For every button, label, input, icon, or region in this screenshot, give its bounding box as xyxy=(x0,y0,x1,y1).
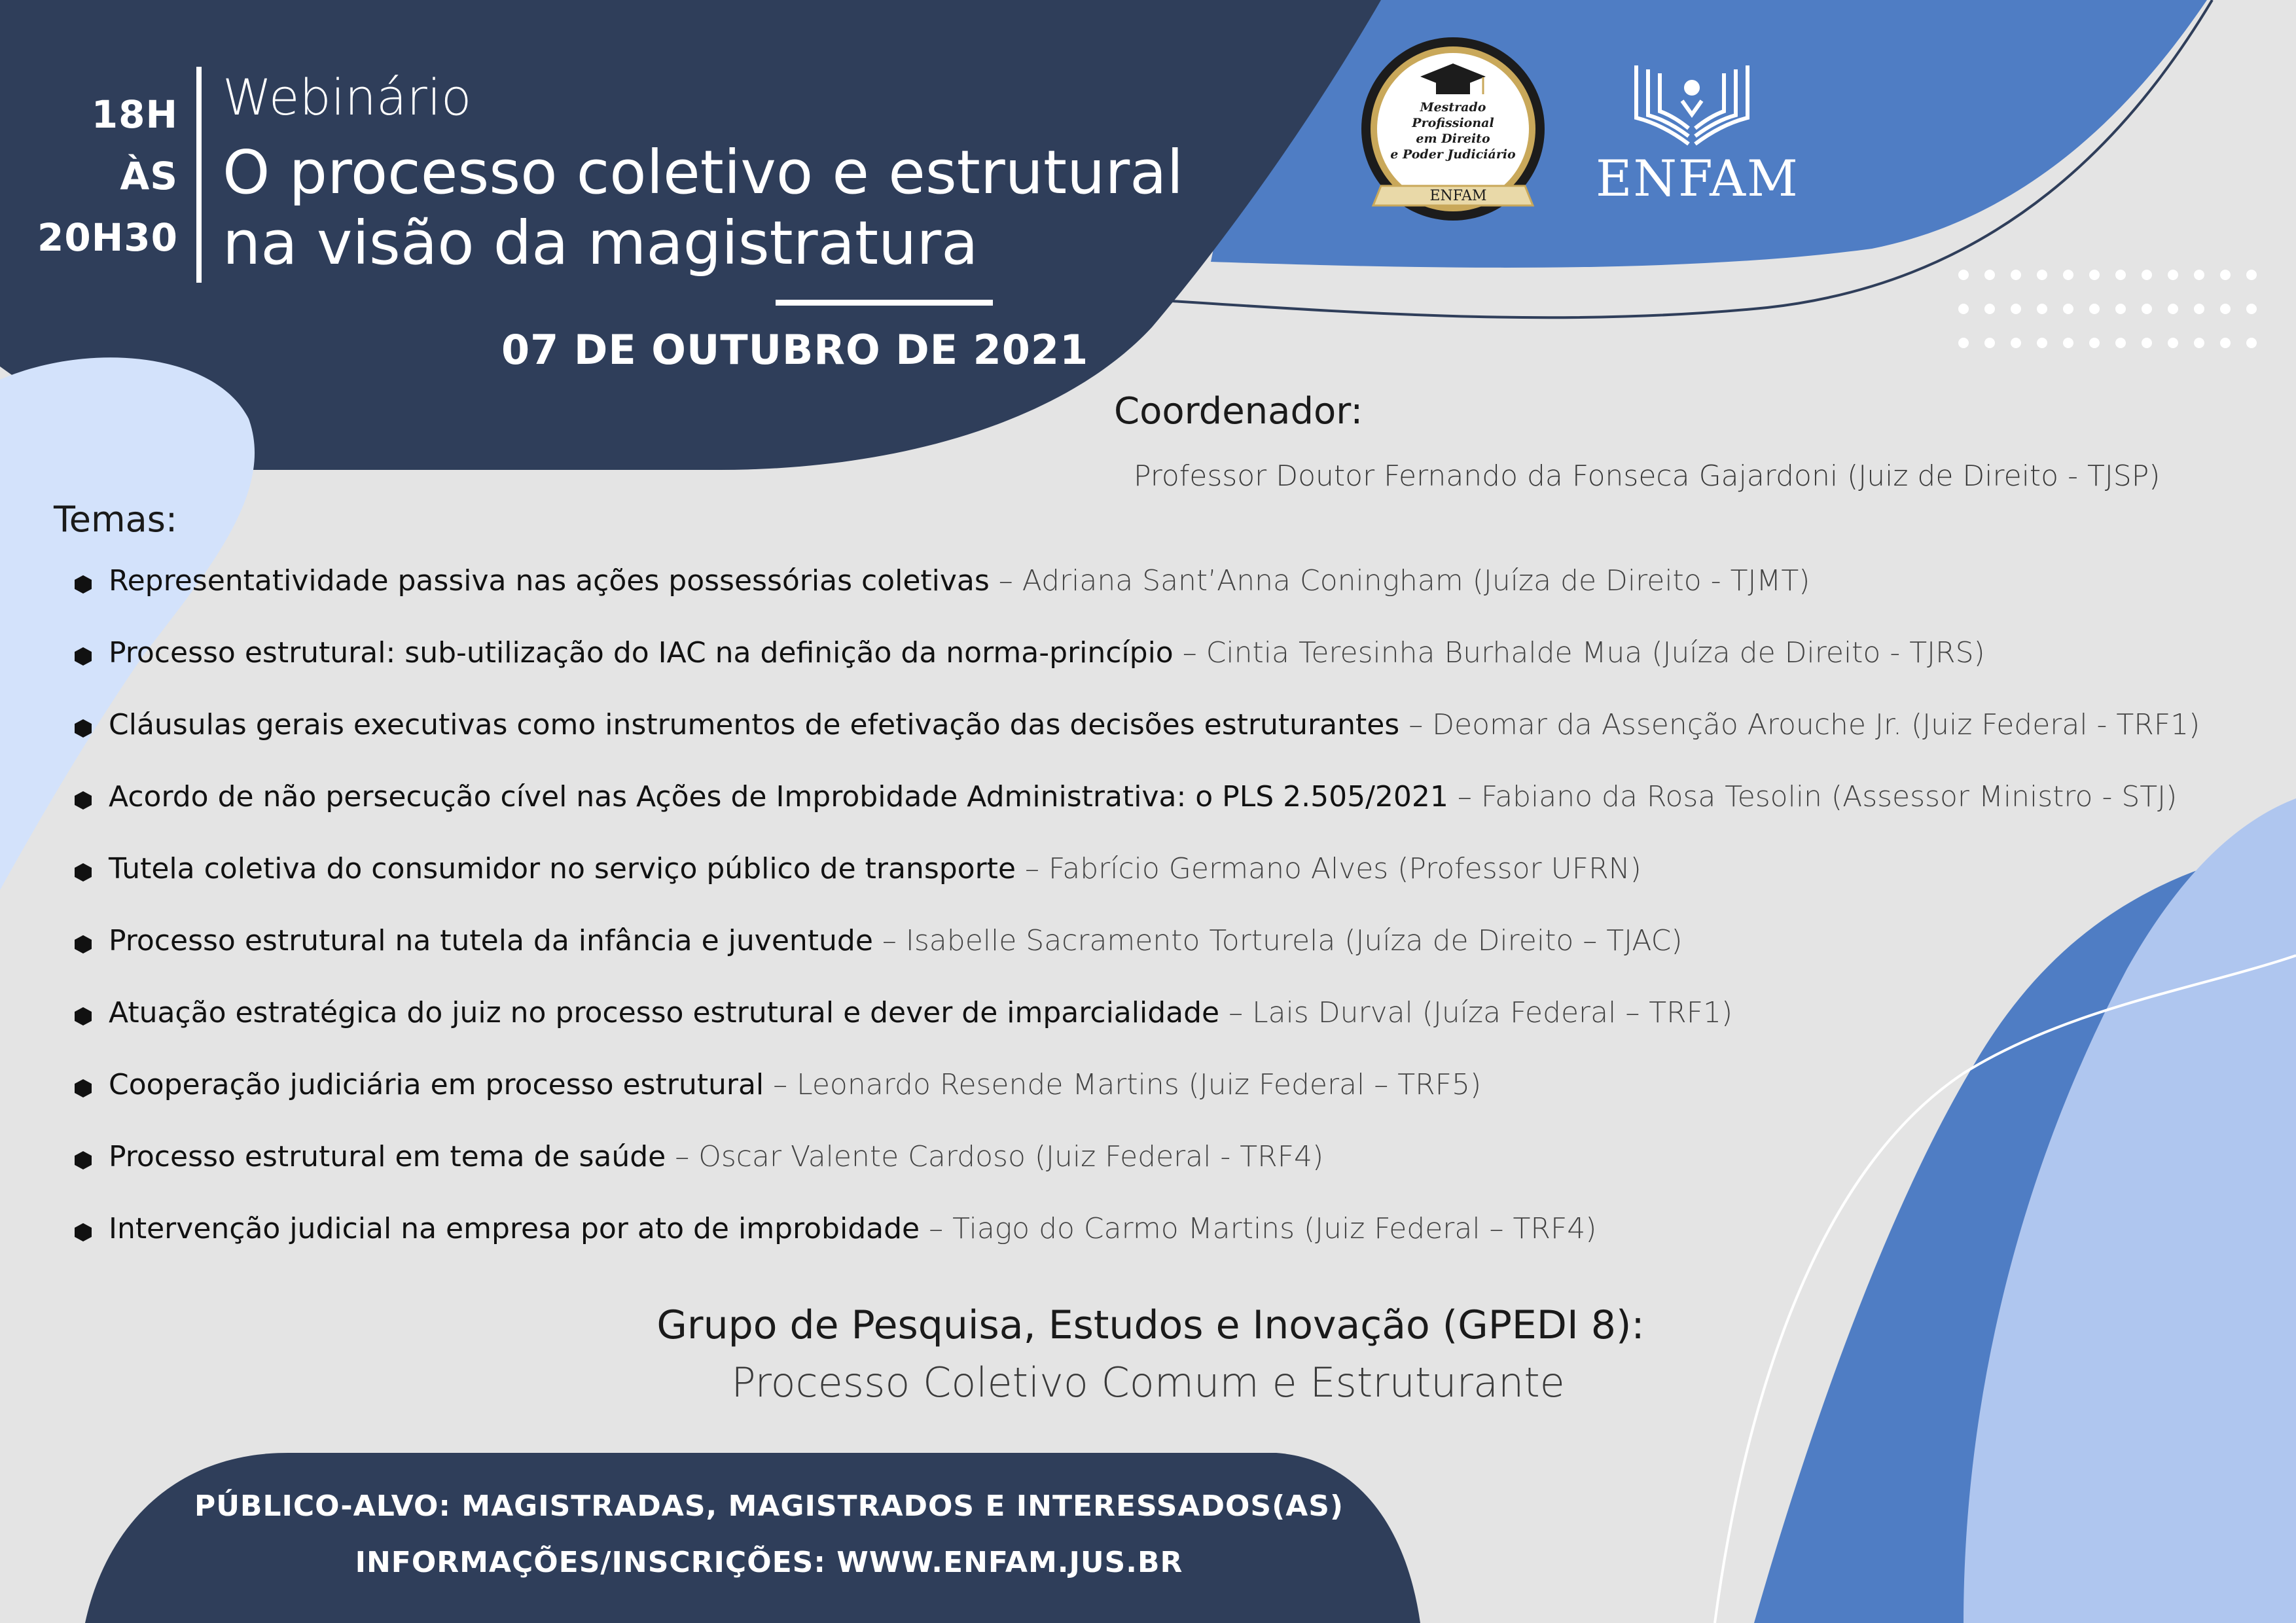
decorative-dot xyxy=(2089,270,2100,280)
tema-topic: Acordo de não persecução cível nas Ações de Improbidade Administrativa: o PLS 2.505/2021 xyxy=(109,780,1448,813)
bullet-icon xyxy=(73,1079,93,1098)
decorative-dot xyxy=(2168,338,2178,348)
bullet-icon xyxy=(73,575,93,594)
registration-info: INFORMAÇÕES/INSCRIÇÕES: WWW.ENFAM.JUS.BR xyxy=(355,1546,1183,1579)
seal-line-2: Profissional xyxy=(1412,116,1494,130)
decorative-dot xyxy=(1984,304,1995,314)
decorative-dot xyxy=(2168,304,2178,314)
grupo-subtitle: Processo Coletivo Comum e Estruturante xyxy=(731,1359,1565,1406)
bullet-icon xyxy=(73,1222,93,1242)
list-item xyxy=(73,633,1985,673)
target-audience: PÚBLICO-ALVO: MAGISTRADAS, MAGISTRADOS E INTERESSADOS(AS) xyxy=(194,1489,1344,1523)
tema-topic: Processo estrutural em tema de saúde xyxy=(109,1140,666,1173)
seal-ribbon-text: ENFAM xyxy=(1429,188,1487,204)
list-item xyxy=(73,705,2200,745)
decorative-dot xyxy=(2115,270,2126,280)
tema-author: – Lais Durval (Juíza Federal – TRF1) xyxy=(1219,996,1733,1029)
tema-topic: Atuação estratégica do juiz no processo estrutural e dever de imparcialidade xyxy=(109,996,1220,1029)
coordinator-name: Professor Doutor Fernando da Fonseca Gajardoni (Juiz de Direito - TJSP) xyxy=(1134,459,2161,493)
time-end: 20H30 xyxy=(37,215,178,260)
decorative-dot xyxy=(2011,270,2021,280)
time-block xyxy=(26,84,178,268)
decorative-dot xyxy=(2220,304,2231,314)
list-item xyxy=(73,562,1810,601)
bullet-icon xyxy=(73,935,93,954)
vertical-divider xyxy=(196,67,202,283)
tema-topic: Tutela coletiva do consumidor no serviço público de transporte xyxy=(109,852,1016,885)
mestrado-seal-logo xyxy=(1355,34,1551,230)
decorative-dot xyxy=(2037,270,2047,280)
seal-line-1: Mestrado xyxy=(1420,100,1486,115)
navy-footer-shape xyxy=(85,1453,1420,1623)
decorative-dot xyxy=(2194,338,2204,348)
seal-line-3: em Direito xyxy=(1416,132,1490,146)
bullet-icon xyxy=(73,1150,93,1170)
tema-author: – Isabelle Sacramento Torturela (Juíza de Direito – TJAC) xyxy=(872,924,1683,957)
page-title xyxy=(223,137,1204,279)
decorative-dot xyxy=(2089,304,2100,314)
decorative-dot xyxy=(2142,338,2152,348)
tema-author: – Fabiano da Rosa Tesolin (Assessor Ministro - STJ) xyxy=(1448,780,2178,813)
bullet-icon xyxy=(73,647,93,666)
decorative-dot xyxy=(2246,338,2257,348)
seal-line-4: e Poder Judiciário xyxy=(1390,147,1516,162)
decorative-dot xyxy=(1984,270,1995,280)
decorative-dot xyxy=(2011,338,2021,348)
decorative-dot xyxy=(2037,304,2047,314)
title-line-1: O processo coletivo e estrutural xyxy=(223,137,1184,207)
title-line-2: na visão da magistratura xyxy=(223,208,978,278)
tema-author: – Deomar da Assenção Arouche Jr. (Juiz Federal - TRF1) xyxy=(1399,708,2200,741)
tema-topic: Representatividade passiva nas ações possessórias coletivas xyxy=(109,564,990,597)
decorative-dot xyxy=(2220,270,2231,280)
decorative-dot xyxy=(2168,270,2178,280)
enfam-book-icon xyxy=(1597,52,1787,153)
decorative-dot xyxy=(2220,338,2231,348)
decorative-dot xyxy=(2246,270,2257,280)
bullet-icon xyxy=(73,719,93,738)
enfam-wordmark: ENFAM xyxy=(1596,149,1799,207)
list-item xyxy=(73,1209,1596,1249)
grupo-title: Grupo de Pesquisa, Estudos e Inovação (GPEDI 8): xyxy=(656,1302,1645,1348)
bullet-icon xyxy=(73,1007,93,1026)
tema-author: – Leonardo Resende Martins (Juiz Federal – TRF5) xyxy=(764,1068,1482,1101)
tema-author: – Cintia Teresinha Burhalde Mua (Juíza de Direito - TJRS) xyxy=(1173,636,1985,669)
tema-author: – Fabrício Germano Alves (Professor UFRN) xyxy=(1016,852,1641,885)
decorative-dot xyxy=(1958,270,1969,280)
tema-topic: Cláusulas gerais executivas como instrumentos de efetivação das decisões estruturantes xyxy=(109,708,1400,741)
decorative-dot xyxy=(1984,338,1995,348)
tema-topic: Intervenção judicial na empresa por ato de improbidade xyxy=(109,1212,920,1245)
tema-author: – Oscar Valente Cardoso (Juiz Federal - TRF4) xyxy=(666,1140,1324,1173)
decorative-dot xyxy=(2115,338,2126,348)
decorative-dot xyxy=(2142,270,2152,280)
event-type: Webinário xyxy=(223,68,472,126)
decorative-dot xyxy=(1958,338,1969,348)
decorative-dot xyxy=(2037,338,2047,348)
temas-heading: Temas: xyxy=(54,499,178,540)
decorative-dot xyxy=(2089,338,2100,348)
bullet-icon xyxy=(73,791,93,810)
time-start: 18H xyxy=(91,92,178,137)
decorative-dot xyxy=(2115,304,2126,314)
decorative-dot xyxy=(1958,304,1969,314)
tema-topic: Cooperação judiciária em processo estrutural xyxy=(109,1068,764,1101)
tema-topic: Processo estrutural na tutela da infância e juventude xyxy=(109,924,873,957)
list-item xyxy=(73,777,2177,817)
list-item xyxy=(73,1065,1481,1105)
decorative-dot xyxy=(2194,270,2204,280)
list-item xyxy=(73,921,1683,961)
decorative-dot xyxy=(2194,304,2204,314)
decorative-dot xyxy=(2011,304,2021,314)
list-item xyxy=(73,849,1641,889)
tema-author: – Adriana Sant’Anna Coningham (Juíza de Direito - TJMT) xyxy=(989,564,1810,597)
event-date: 07 DE OUTUBRO DE 2021 xyxy=(501,326,1089,374)
decorative-dot xyxy=(2063,338,2073,348)
list-item xyxy=(73,993,1732,1033)
decorative-dot xyxy=(2063,304,2073,314)
tema-topic: Processo estrutural: sub-utilização do IAC na definição da norma-princípio xyxy=(109,636,1174,669)
list-item xyxy=(73,1137,1323,1177)
bullet-icon xyxy=(73,863,93,882)
time-separator: ÀS xyxy=(120,154,178,198)
coordinator-heading: Coordenador: xyxy=(1114,390,1363,433)
decorative-dot xyxy=(2063,270,2073,280)
tema-author: – Tiago do Carmo Martins (Juiz Federal – TRF4) xyxy=(920,1212,1597,1245)
decorative-dot xyxy=(2142,304,2152,314)
decorative-dot xyxy=(2246,304,2257,314)
title-underline xyxy=(776,300,993,306)
